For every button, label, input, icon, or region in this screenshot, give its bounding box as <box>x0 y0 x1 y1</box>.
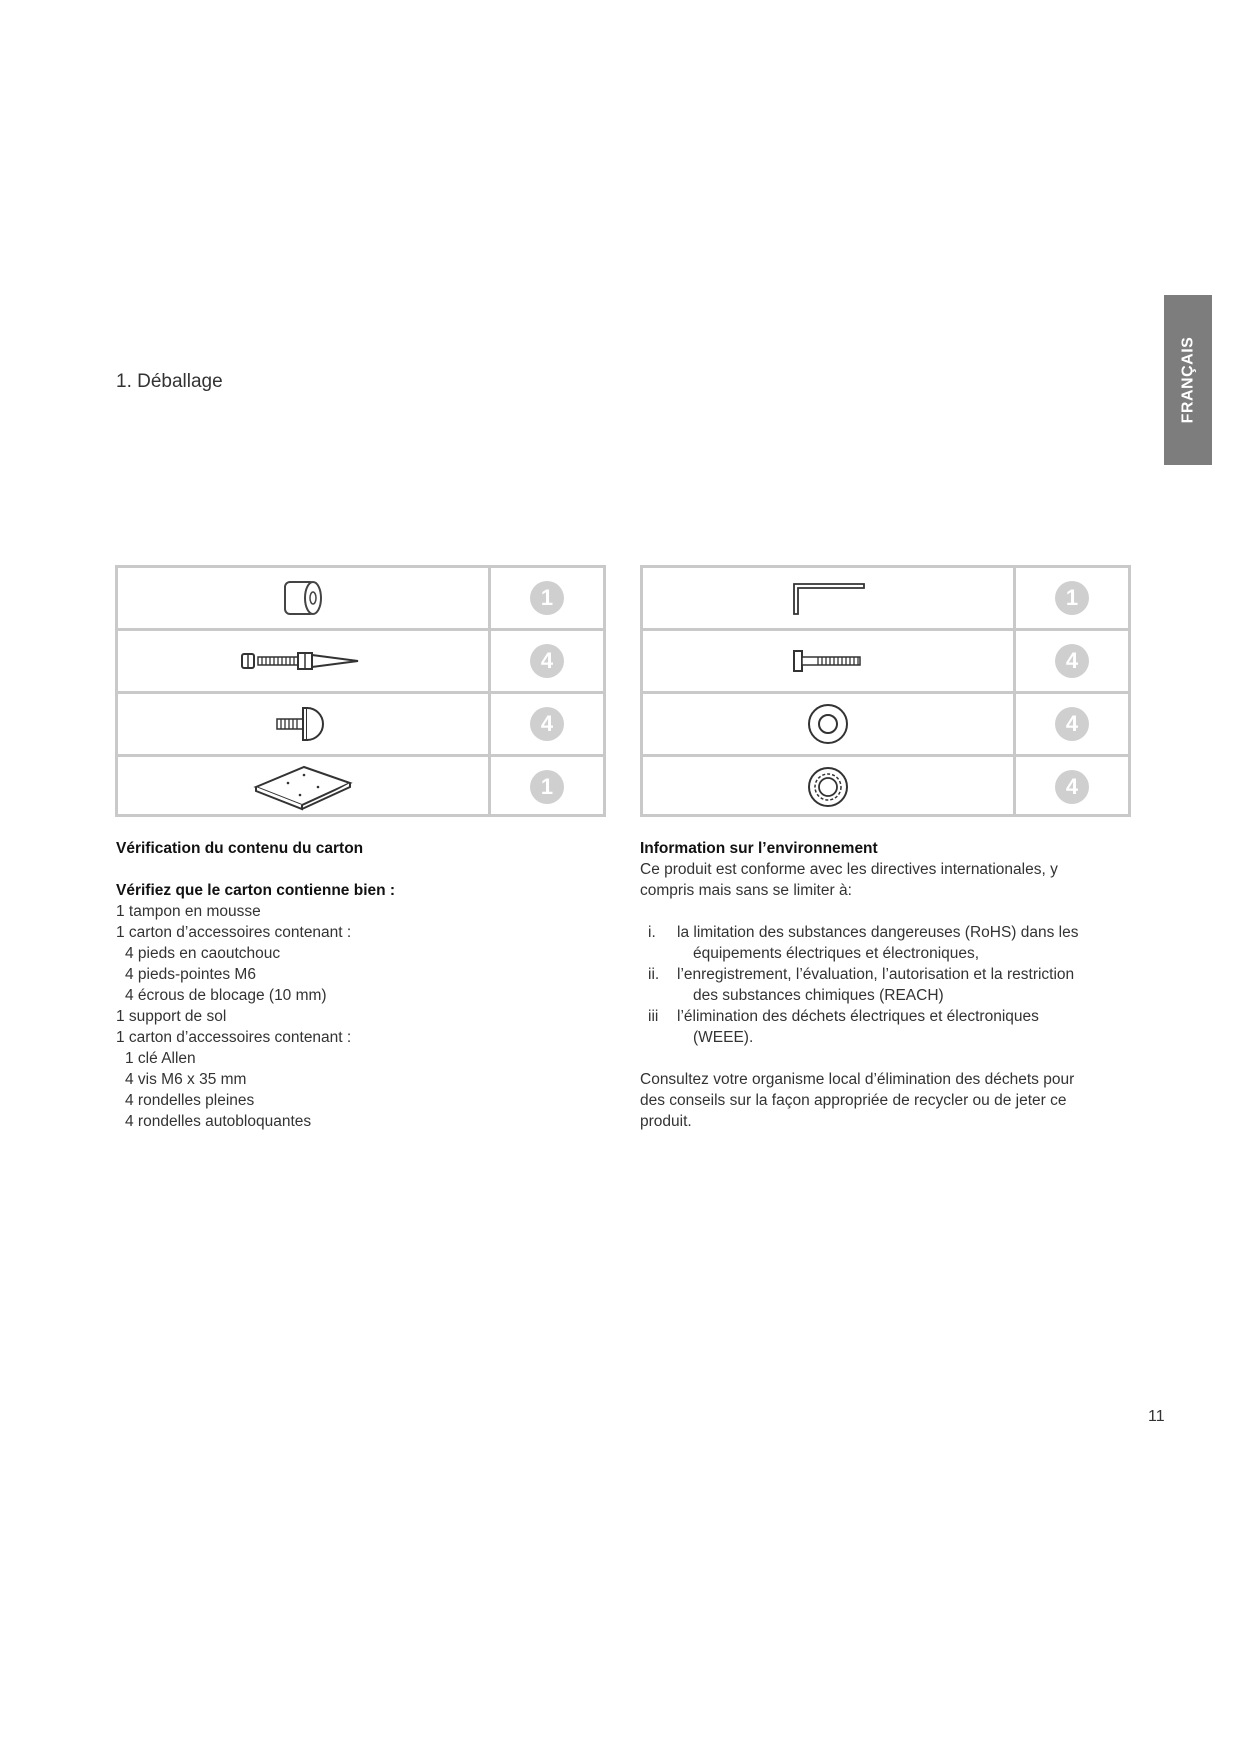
contents-line: 1 carton d’accessoires contenant : <box>116 924 352 941</box>
lock-washer-icon <box>806 765 850 809</box>
section-title: 1. Déballage <box>116 371 223 392</box>
contents-line: 4 pieds en caoutchouc <box>125 945 281 962</box>
parts-row <box>118 757 603 817</box>
directive-number: iii <box>648 1008 659 1025</box>
directive-text: des substances chimiques (REACH) <box>693 987 944 1004</box>
parts-row <box>118 631 603 694</box>
contents-heading: Vérification du contenu du carton <box>116 840 364 857</box>
parts-row <box>118 694 603 757</box>
directive-item <box>640 922 1120 964</box>
parts-row <box>643 757 1128 817</box>
environment-heading: Information sur l’environnement <box>640 840 878 857</box>
contents-line: 4 écrous de blocage (10 mm) <box>125 987 327 1004</box>
contents-line: 1 clé Allen <box>125 1050 196 1067</box>
directive-text: équipements électriques et électroniques, <box>693 945 980 962</box>
directive-text: la limitation des substances dangereuses (RoHS) dans les <box>677 924 1079 941</box>
environment-outro-line: des conseils sur la façon appropriée de recycler ou de jeter ce <box>640 1092 1067 1109</box>
quantity-badge: 4 <box>1055 707 1089 741</box>
directive-text: l’élimination des déchets électriques et électroniques <box>677 1008 1039 1025</box>
directive-item <box>640 1006 1120 1048</box>
environment-intro-line: compris mais sans se limiter à: <box>640 882 852 899</box>
quantity-badge: 4 <box>1055 644 1089 678</box>
quantity-badge: 1 <box>1055 581 1089 615</box>
quantity-badge: 4 <box>1055 770 1089 804</box>
page-number: 11 <box>1148 1408 1165 1425</box>
contents-line: 4 vis M6 x 35 mm <box>125 1071 247 1088</box>
contents-line: 4 rondelles autobloquantes <box>125 1113 312 1130</box>
environment-intro-line: Ce produit est conforme avec les directives internationales, y <box>640 861 1058 878</box>
language-tab <box>1164 295 1212 465</box>
flat-washer-icon <box>806 702 850 746</box>
quantity-badge: 1 <box>530 581 564 615</box>
parts-row <box>643 631 1128 694</box>
parts-row <box>643 694 1128 757</box>
directive-number: ii. <box>648 966 660 983</box>
contents-line: 4 rondelles pleines <box>125 1092 255 1109</box>
contents-line: 4 pieds-pointes M6 <box>125 966 256 983</box>
screw-icon <box>790 646 866 676</box>
directive-text: l’enregistrement, l’évaluation, l’autorisation et la restriction <box>677 966 1075 983</box>
contents-line: 1 carton d’accessoires contenant : <box>116 1029 352 1046</box>
directive-text: (WEEE). <box>693 1029 754 1046</box>
parts-row <box>643 568 1128 631</box>
contents-section <box>116 838 566 1132</box>
parts-table-right <box>640 565 1131 817</box>
quantity-badge: 4 <box>530 644 564 678</box>
quantity-badge: 4 <box>530 707 564 741</box>
environment-outro-line: produit. <box>640 1113 692 1130</box>
environment-outro-line: Consultez votre organisme local d’élimination des déchets pour <box>640 1071 1075 1088</box>
quantity-badge: 1 <box>530 770 564 804</box>
contents-line: 1 tampon en mousse <box>116 903 261 920</box>
foam-pad-icon <box>273 576 333 620</box>
contents-line: 1 support de sol <box>116 1008 227 1025</box>
contents-subheading: Vérifiez que le carton contienne bien : <box>116 882 396 899</box>
floor-support-icon <box>248 761 358 813</box>
language-tab-label: FRANÇAIS <box>1179 336 1197 424</box>
spike-foot-icon <box>238 646 368 676</box>
directive-item <box>640 964 1120 1006</box>
parts-table-left <box>115 565 606 817</box>
directive-number: i. <box>648 924 656 941</box>
allen-key-icon <box>788 578 868 618</box>
parts-row <box>118 568 603 631</box>
rubber-foot-icon <box>273 702 333 746</box>
environment-section <box>640 838 1120 1132</box>
